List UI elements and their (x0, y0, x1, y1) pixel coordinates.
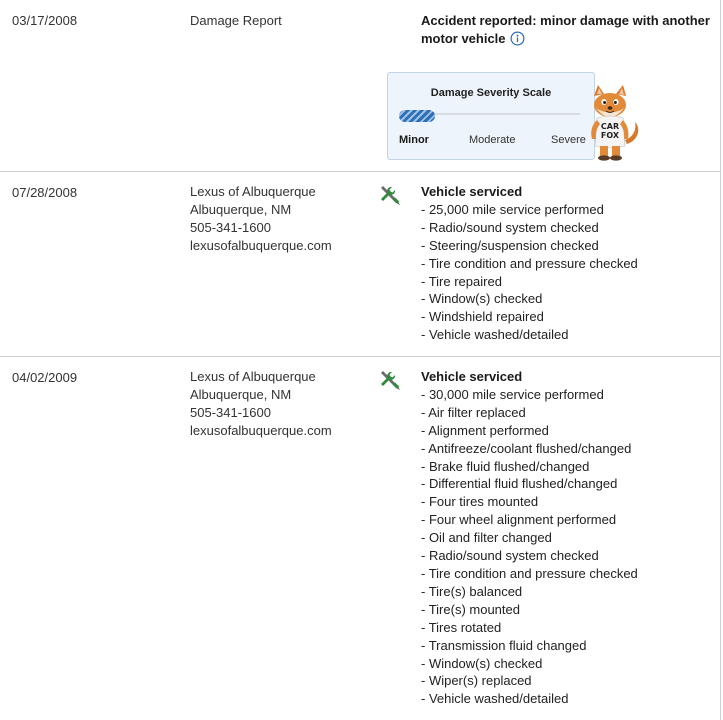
record-source (190, 183, 332, 255)
service-item: - Tires rotated (421, 619, 502, 635)
service-item: - Tire repaired (421, 273, 502, 289)
dealer-website: lexusofalbuquerque.com (190, 238, 332, 253)
dealer-name: Lexus of Albuquerque (190, 369, 316, 384)
record-source (190, 368, 332, 440)
source-line: Damage Report (190, 13, 282, 28)
service-item: - Radio/sound system checked (421, 548, 599, 564)
service-item: - Wiper(s) replaced (421, 673, 532, 689)
scale-title: Damage Severity Scale (430, 87, 552, 99)
history-record-service (0, 172, 720, 357)
carfox-mascot-icon (583, 84, 643, 162)
service-item: - Air filter replaced (421, 404, 526, 420)
service-item: - Transmission fluid changed (421, 637, 587, 653)
service-item: - Steering/suspension checked (421, 237, 599, 253)
service-headline: Vehicle serviced (421, 369, 523, 384)
record-date: 03/17/2008 (12, 13, 78, 28)
service-item: - Tire condition and pressure checked (421, 255, 638, 271)
service-item: - Oil and filter changed (421, 530, 552, 546)
record-comments (421, 183, 638, 344)
dealer-location: Albuquerque, NM (190, 202, 292, 217)
history-record-service (0, 357, 720, 720)
scale-label-moderate: Moderate (469, 134, 516, 146)
record-date: 07/28/2008 (12, 185, 78, 200)
service-item: - Window(s) checked (421, 291, 543, 307)
service-item: - Radio/sound system checked (421, 219, 599, 235)
record-comments (421, 368, 638, 708)
service-item: - Vehicle washed/detailed (421, 327, 569, 343)
service-item: - 30,000 mile service performed (421, 386, 604, 402)
service-item: - Window(s) checked (421, 655, 543, 671)
service-item: - Antifreeze/coolant flushed/changed (421, 440, 632, 456)
dealer-location: Albuquerque, NM (190, 387, 292, 402)
dealer-phone: 505-341-1600 (190, 220, 271, 235)
wrench-screwdriver-icon (378, 184, 402, 208)
service-item: - Windshield repaired (421, 309, 544, 325)
right-border (720, 0, 721, 720)
service-item: - Tire(s) mounted (421, 601, 520, 617)
record-source (190, 12, 282, 30)
service-item: - Brake fluid flushed/changed (421, 458, 590, 474)
info-icon[interactable] (510, 31, 525, 51)
service-headline: Vehicle serviced (421, 184, 523, 199)
service-item: - 25,000 mile service performed (421, 201, 604, 217)
dealer-name: Lexus of Albuquerque (190, 184, 316, 199)
scale-level-fill (399, 110, 435, 122)
service-item: - Tire(s) balanced (421, 583, 523, 599)
service-item: - Four tires mounted (421, 494, 539, 510)
scale-label-severe: Severe (551, 134, 586, 146)
service-item: - Differential fluid flushed/changed (421, 476, 618, 492)
service-item: - Four wheel alignment performed (421, 512, 617, 528)
accident-headline (421, 12, 713, 51)
dealer-website: lexusofalbuquerque.com (190, 423, 332, 438)
service-item: - Tire condition and pressure checked (421, 565, 638, 581)
scale-label-minor: Minor (399, 134, 429, 146)
dealer-phone: 505-341-1600 (190, 405, 271, 420)
svg-text:CAR: CAR (600, 122, 620, 131)
wrench-screwdriver-icon (378, 369, 402, 393)
accident-headline-text: Accident reported: minor damage with another motor vehicle (421, 13, 710, 46)
service-item: - Vehicle washed/detailed (421, 691, 569, 707)
svg-text:FOX: FOX (600, 131, 620, 140)
service-item: - Alignment performed (421, 422, 549, 438)
history-record-damage (0, 0, 720, 172)
damage-severity-scale (387, 72, 595, 160)
record-date: 04/02/2009 (12, 370, 78, 385)
